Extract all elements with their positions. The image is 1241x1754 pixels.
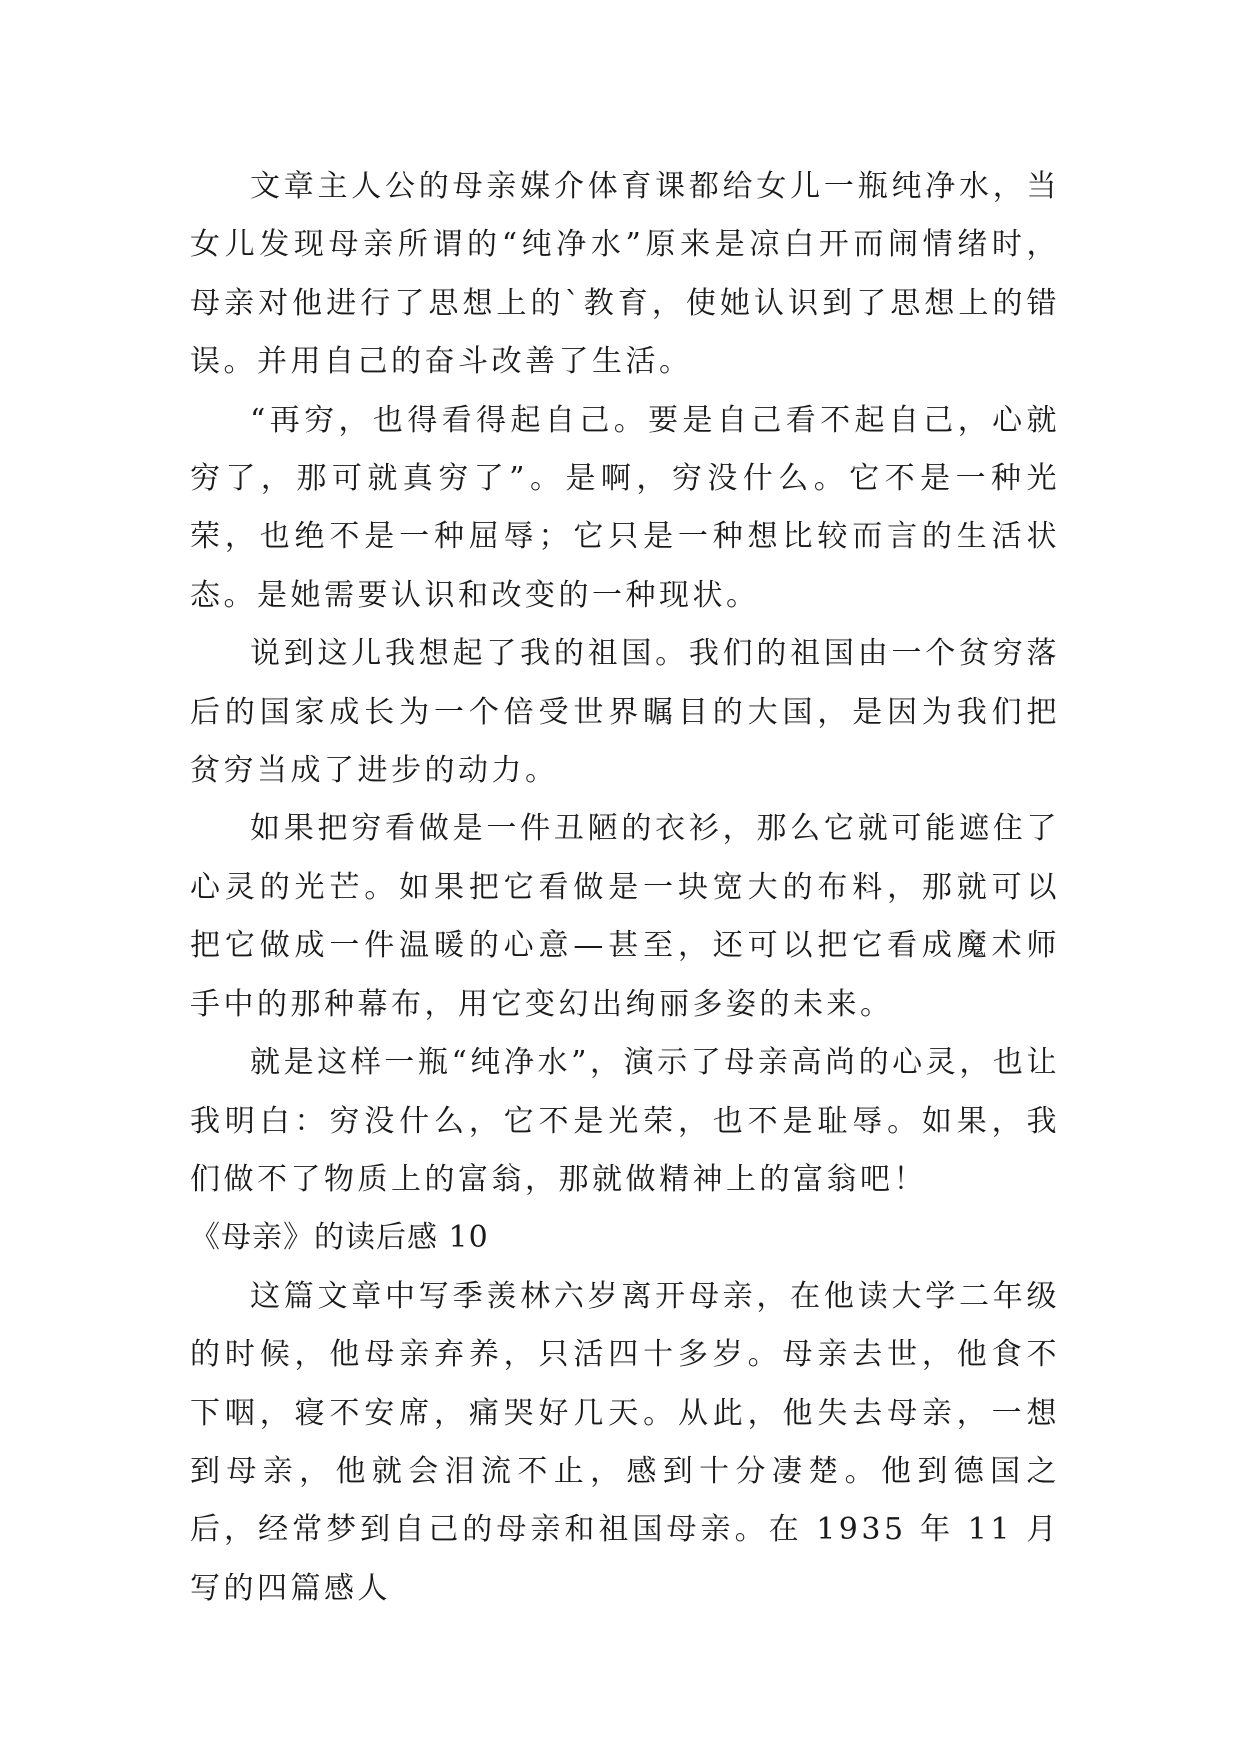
section-heading: 《母亲》的读后感 10: [190, 1220, 489, 1256]
paragraph: 如果把穷看做是一件丑陋的衣衫，那么它就可能遮住了心灵的光芒。如果把它看做是一块宽大的布料，那就可以把它做成一件温暖的心意—甚至，还可以把它看成魔术师手中的那种幕布，用它变幻出绚丽多姿的未来。: [190, 811, 1060, 1022]
paragraph: 说到这儿我想起了我的祖国。我们的祖国由一个贫穷落后的国家成长为一个倍受世界瞩目的大国，是因为我们把贫穷当成了进步的动力。: [190, 636, 1060, 789]
paragraph: “再穷，也得看得起自己。要是自己看不起自己，心就穷了，那可就真穷了”。是啊，穷没什么。它不是一种光荣，也绝不是一种屈辱；它只是一种想比较而言的生活状态。是她需要认识和改变的一种现状。: [190, 402, 1060, 613]
paragraph: 这篇文章中写季羡林六岁离开母亲，在他读大学二年级的时候，他母亲弃养，只活四十多岁。母亲去世，他食不下咽，寝不安席，痛哭好几天。从此，他失去母亲，一想到母亲，他就会泪流不止，感到十分凄楚。他到德国之后，经常梦到自己的母亲和祖国母亲。在 1935 年 11 月写的四篇感人: [190, 1278, 1060, 1606]
paragraph: 文章主人公的母亲媒介体育课都给女儿一瓶纯净水，当女儿发现母亲所谓的“纯净水”原来是凉白开而闹情绪时，母亲对他进行了思想上的`教育，使她认识到了思想上的错误。并用自己的奋斗改善了生活。: [190, 169, 1060, 380]
paragraph: 就是这样一瓶“纯净水”，演示了母亲高尚的心灵，也让我明白：穷没什么，它不是光荣，也不是耻辱。如果，我们做不了物质上的富翁，那就做精神上的富翁吧！: [190, 1045, 1060, 1197]
document-body: [190, 158, 1060, 1618]
